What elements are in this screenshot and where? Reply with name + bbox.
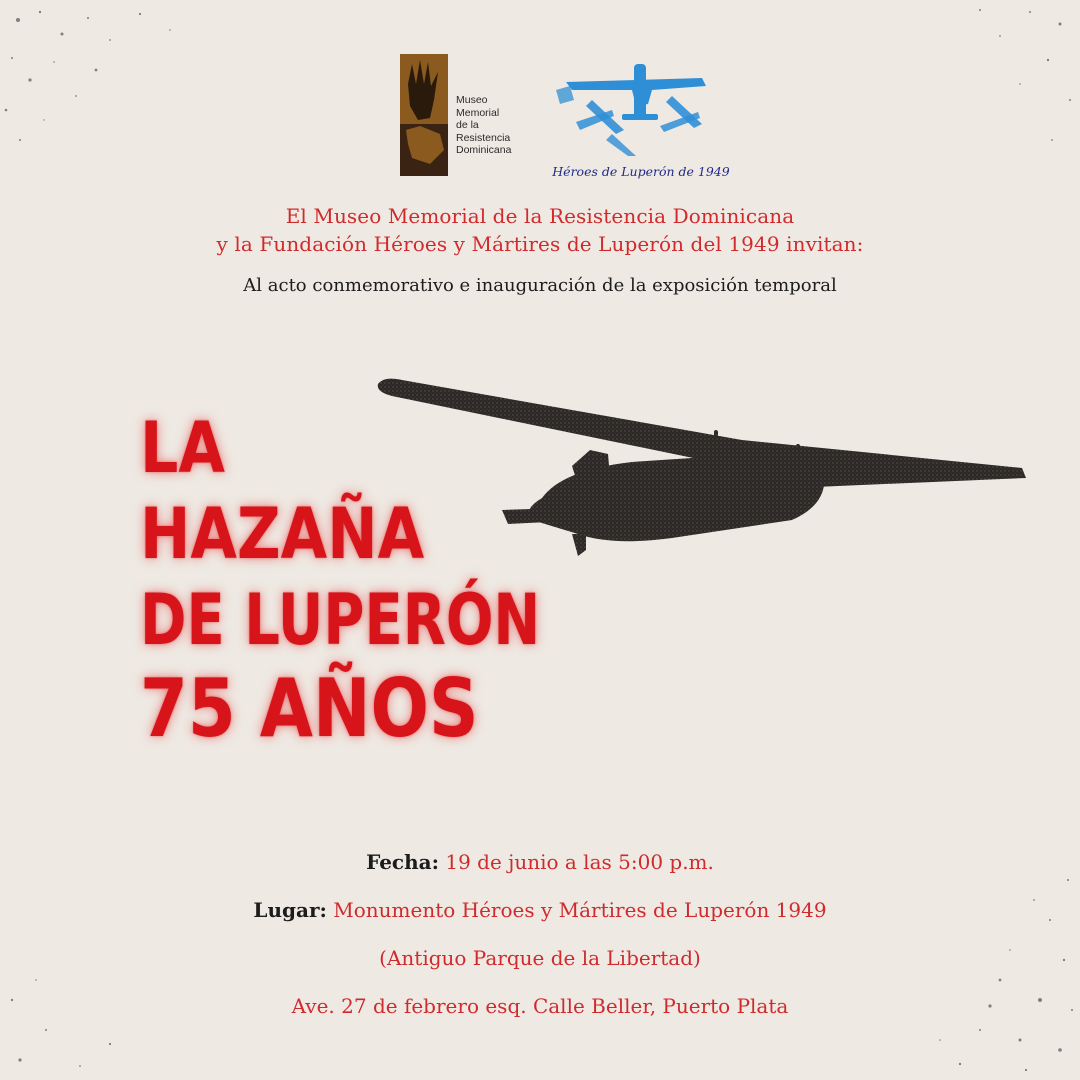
title-line-4: 75 AÑOS	[140, 662, 479, 755]
museo-name-line: Resistencia	[456, 131, 511, 144]
fecha-value: 19 de junio a las 5:00 p.m.	[445, 850, 714, 874]
museo-name-line: Dominicana	[456, 144, 512, 156]
museo-name	[456, 94, 526, 157]
lugar-label: Lugar:	[253, 898, 327, 922]
lugar-extra: (Antiguo Parque de la Libertad)	[379, 946, 701, 970]
museo-name-line: Museo	[456, 94, 488, 106]
museo-logo	[400, 54, 520, 178]
handprint-mark-icon	[400, 54, 448, 176]
title-line-2: HAZAÑA	[140, 493, 425, 575]
invitation-subtitle: Al acto conmemorativo e inauguración de la exposición temporal	[243, 275, 837, 296]
lugar-row	[0, 886, 1080, 934]
invitation-block	[0, 202, 1080, 298]
planes-emblem-icon	[552, 60, 720, 156]
invitation-line-1: El Museo Memorial de la Resistencia Dominicana	[285, 204, 795, 228]
museo-name-line: Memorial	[456, 106, 500, 119]
address: Ave. 27 de febrero esq. Calle Beller, Puerto Plata	[291, 994, 789, 1018]
invitation-line-2: y la Fundación Héroes y Mártires de Luperón del 1949 invitan:	[216, 232, 864, 256]
event-details	[0, 838, 1080, 1030]
lugar-value: Monumento Héroes y Mártires de Luperón 1949	[333, 898, 827, 922]
fecha-row	[0, 838, 1080, 886]
title-line-1: LA	[140, 407, 225, 489]
heroes-logo	[546, 60, 736, 186]
museo-name-line: de la	[456, 119, 479, 131]
heroes-caption: Héroes de Luperón de 1949	[552, 164, 730, 179]
event-title	[140, 405, 760, 755]
title-line-3: DE LUPERÓN	[140, 579, 541, 661]
fecha-label: Fecha:	[366, 850, 439, 874]
